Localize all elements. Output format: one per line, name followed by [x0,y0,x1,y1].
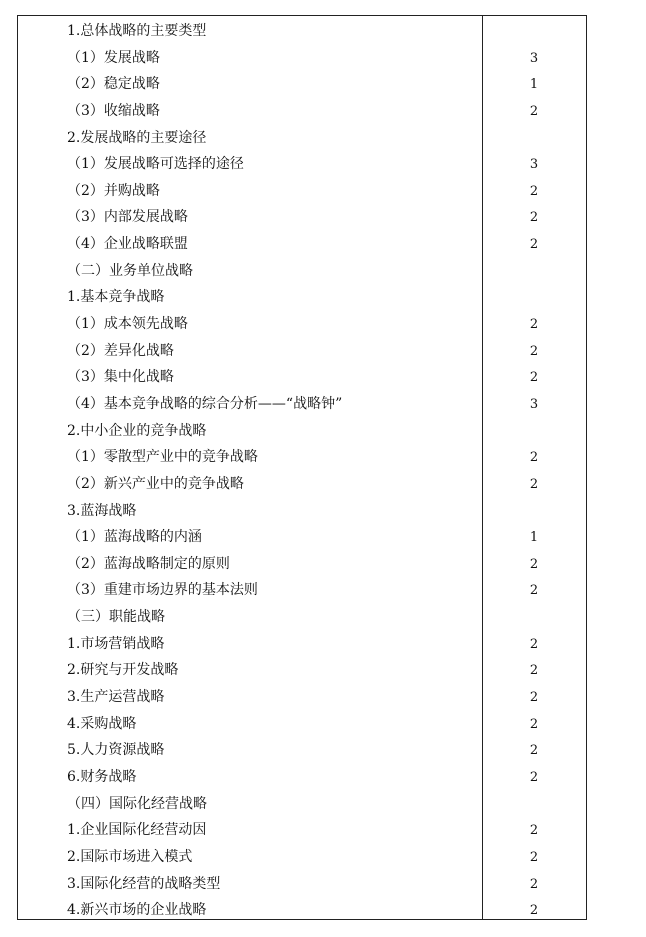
row-hours: 2 [529,343,539,359]
row-topic: 5.人力资源战略 [67,742,165,759]
row-hours: 2 [529,583,539,599]
table-row [18,71,586,98]
table-row [18,391,586,418]
row-topic: （四）国际化经营战略 [67,795,207,812]
table-row [18,817,586,844]
table-row [18,791,586,818]
row-topic: （3）集中化战略 [67,369,174,386]
row-topic: （3）内部发展战略 [67,209,188,226]
row-hours: 2 [529,317,539,333]
row-topic: 2.国际市场进入模式 [67,848,193,865]
row-topic: 1.基本竞争战略 [67,289,165,306]
row-topic: 2.发展战略的主要途径 [67,129,207,146]
row-topic: （3）收缩战略 [67,102,160,119]
table-row [18,577,586,604]
row-hours: 2 [529,370,539,386]
table-row [18,364,586,391]
row-hours: 2 [529,876,539,892]
row-hours: 2 [529,450,539,466]
table-row [18,871,586,898]
row-topic: 2.研究与开发战略 [67,662,179,679]
table-row [18,178,586,205]
table-row [18,204,586,231]
row-topic: （2）新兴产业中的竞争战略 [67,475,244,492]
row-topic: 1.市场营销战略 [67,635,165,652]
table-row [18,657,586,684]
table-row [18,338,586,365]
row-hours: 2 [529,556,539,572]
row-hours: 2 [529,476,539,492]
row-topic: （4）基本竞争战略的综合分析——“战略钟” [67,395,343,412]
row-topic: （4）企业战略联盟 [67,236,188,253]
row-hours: 3 [529,157,539,173]
row-topic: 3.生产运营战略 [67,689,165,706]
row-hours: 1 [529,530,539,546]
table-row [18,45,586,72]
row-topic: （1）发展战略 [67,49,160,66]
row-hours: 2 [529,210,539,226]
table-row [18,684,586,711]
table-row [18,498,586,525]
row-topic: （2）稳定战略 [67,76,160,93]
row-hours: 2 [529,183,539,199]
row-topic: （1）零散型产业中的竞争战略 [67,449,258,466]
row-hours: 2 [529,716,539,732]
syllabus-table [17,15,587,920]
row-hours: 2 [529,103,539,119]
row-hours: 3 [529,50,539,66]
table-row [18,125,586,152]
row-hours: 3 [529,396,539,412]
row-topic: （三）职能战略 [67,609,165,626]
row-hours: 2 [529,663,539,679]
row-hours: 2 [529,849,539,865]
row-topic: 1.总体战略的主要类型 [67,23,207,39]
row-topic: （1）成本领先战略 [67,316,188,333]
table-row [18,444,586,471]
table-row [18,284,586,311]
row-hours: 2 [529,743,539,759]
table-row [18,258,586,285]
row-hours: 2 [529,237,539,253]
table-row [18,311,586,338]
table-rows [18,18,586,924]
table-row [18,844,586,871]
table-row [18,604,586,631]
row-hours: 2 [529,636,539,652]
table-row [18,18,586,45]
table-row [18,764,586,791]
table-row [18,631,586,658]
table-row [18,98,586,125]
row-topic: 2.中小企业的竞争战略 [67,422,207,439]
row-hours: 2 [529,903,539,919]
row-topic: （二）业务单位战略 [67,262,193,279]
row-hours: 1 [529,77,539,93]
table-row [18,737,586,764]
row-topic: 3.蓝海战略 [67,502,137,519]
row-topic: （2）并购战略 [67,182,160,199]
table-row [18,524,586,551]
row-topic: 4.采购战略 [67,715,137,732]
row-hours: 2 [529,823,539,839]
table-row [18,151,586,178]
row-topic: （2）差异化战略 [67,342,174,359]
row-hours: 2 [529,690,539,706]
row-topic: （3）重建市场边界的基本法则 [67,582,258,599]
row-topic: 6.财务战略 [67,768,137,785]
row-topic: 1.企业国际化经营动因 [67,822,207,839]
row-hours: 2 [529,769,539,785]
row-topic: 3.国际化经营的战略类型 [67,875,221,892]
table-row [18,551,586,578]
row-topic: （1）蓝海战略的内涵 [67,529,202,546]
table-row [18,897,586,924]
table-row [18,711,586,738]
row-topic: （2）蓝海战略制定的原则 [67,555,230,572]
row-topic: 4.新兴市场的企业战略 [67,902,207,919]
table-row [18,231,586,258]
table-row [18,418,586,445]
table-row [18,471,586,498]
row-topic: （1）发展战略可选择的途径 [67,156,244,173]
